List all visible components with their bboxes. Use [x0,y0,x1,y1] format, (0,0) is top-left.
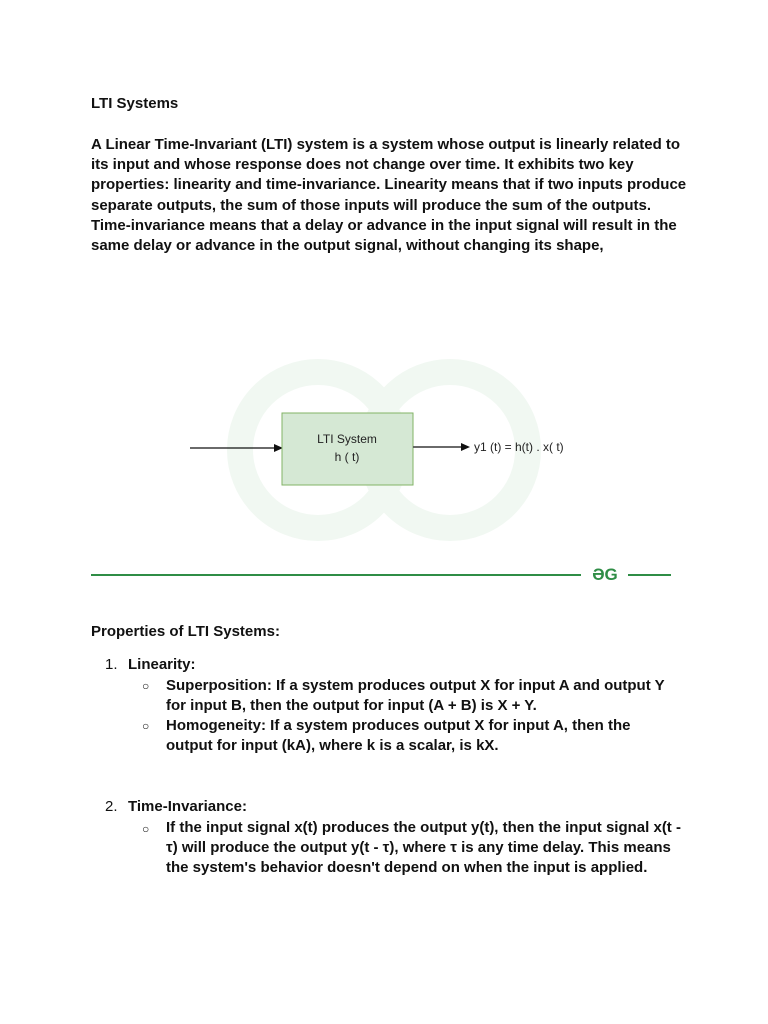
hollow-bullet-icon: ○ [142,679,150,693]
bullet-homogeneity: Homogeneity: If a system produces output X for input A, then the output for input (kA), where k is a scalar, is kX. [166,717,631,755]
page-title: LTI Systems [91,95,179,112]
list-item-title: Time-Invariance: [128,798,247,815]
lti-diagram-svg [0,340,768,600]
lti-system-box [282,413,413,485]
gfg-logo: ƏG [592,565,618,584]
bullet-superposition: Superposition: If a system produces output X for input A and output Y for input B, then the output for input (A + B) is X + Y. [166,677,665,715]
hollow-bullet-icon: ○ [142,719,150,733]
list-item-number: 1. [105,656,118,673]
list-item-number: 2. [105,798,118,815]
hollow-bullet-icon: ○ [142,822,150,836]
list-item-title: Linearity: [128,656,196,673]
lti-system-box-subtitle: h ( t) [334,450,360,464]
bullet-time-invariance: If the input signal x(t) produces the output y(t), then the input signal x(t - τ) will produce the output y(t - τ), where τ is any time delay. This means the system's behavior doesn't depend on when the input is applied. [166,819,681,877]
properties-heading: Properties of LTI Systems: [91,623,280,640]
intro-paragraph: A Linear Time-Invariant (LTI) system is a system whose output is linearly related to its input and whose response does not change over time. It exhibits two key properties: linearity and time-invariance. Linearity means that if two inputs produce separate outputs, the sum of those inputs will produce the sum of the outputs. Time-invariance means that a delay or advance in the input signal will result in the same delay or advance in the output signal, without changing its shape, [91,136,687,255]
lti-diagram [0,340,768,600]
output-label: y1 (t) = h(t) . x( t) [474,440,564,454]
lti-system-box-title: LTI System [317,432,377,446]
output-arrow [413,443,470,451]
